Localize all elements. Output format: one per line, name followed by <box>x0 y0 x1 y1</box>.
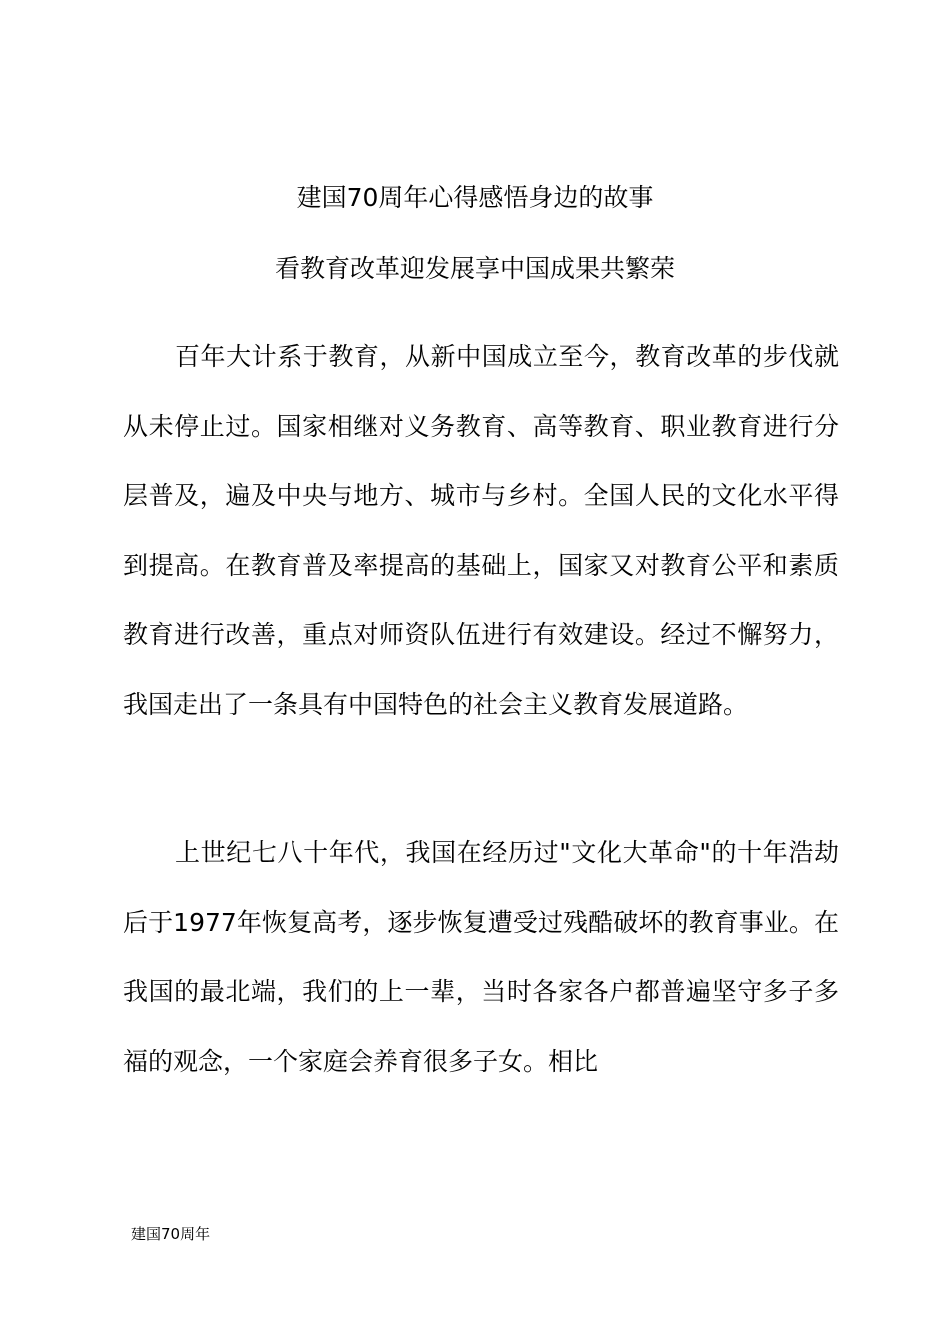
document-subtitle: 看教育改革迎发展享中国成果共繁荣 <box>274 254 675 283</box>
page-footer: 建国70周年 <box>131 1225 211 1243</box>
paragraph-2: 上世纪七八十年代，我国在经历过"文化大革命"的十年浩劫后于1977年恢复高考，逐步恢复遭受过残酷破坏的教育事业。在我国的最北端，我们的上一辈，当时各家各户都普遍坚守多子多福的观念，一个家庭会养育很多子女。相比 <box>123 838 839 1076</box>
paragraph-1: 百年大计系于教育，从新中国成立至今，教育改革的步伐就从未停止过。国家相继对义务教育、高等教育、职业教育进行分层普及，遍及中央与地方、城市与乡村。全国人民的文化水平得到提高。在教育普及率提高的基础上，国家又对教育公平和素质教育进行改善，重点对师资队伍进行有效建设。经过不懈努力，我国走出了一条具有中国特色的社会主义教育发展道路。 <box>123 342 839 719</box>
document-title: 建国70周年心得感悟身边的故事 <box>296 183 654 212</box>
